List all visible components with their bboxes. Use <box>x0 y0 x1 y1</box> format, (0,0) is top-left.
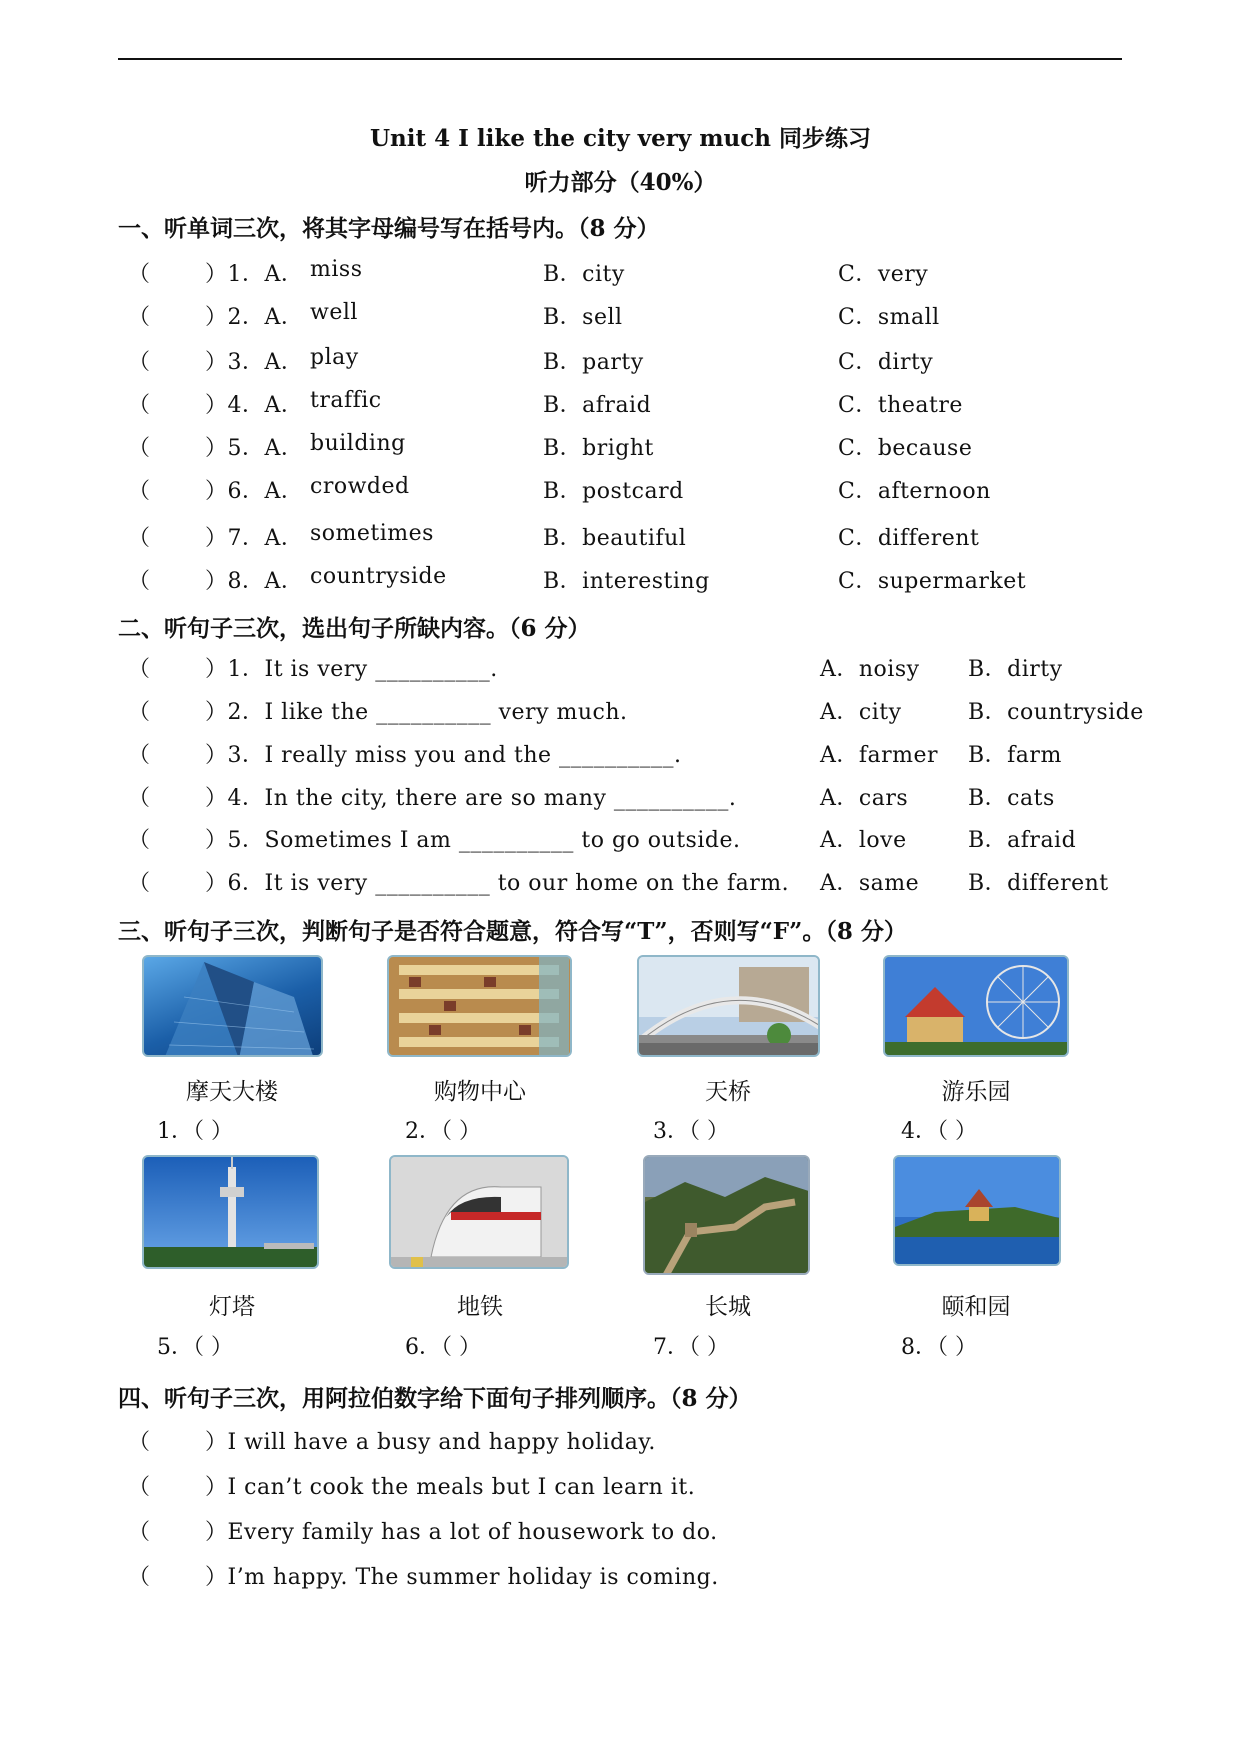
answer-bracket[interactable]: （ <box>128 479 151 504</box>
answer-blank-7[interactable]: 7．（ ） <box>653 1335 729 1360</box>
picture-caption: 颐和园 <box>941 1294 1011 1320</box>
summer-palace-picture <box>893 1155 1061 1266</box>
option-a: crowded <box>310 474 410 499</box>
option-b: B．beautiful <box>543 526 687 551</box>
option-b: B．bright <box>543 436 654 461</box>
option-a: traffic <box>310 388 382 413</box>
option-a: play <box>310 345 359 370</box>
picture-caption: 长城 <box>705 1294 751 1320</box>
option-b: B．farm <box>968 743 1062 768</box>
option-c: C．different <box>838 526 980 551</box>
answer-bracket[interactable]: （ <box>128 786 151 811</box>
option-b: B．countryside <box>968 700 1144 725</box>
answer-bracket[interactable]: （ <box>128 743 151 768</box>
option-a: A．love <box>820 828 907 853</box>
option-b: B．sell <box>543 305 623 330</box>
great-wall-picture <box>643 1155 810 1275</box>
option-c: C．very <box>838 262 929 287</box>
skyscraper-picture <box>142 955 323 1057</box>
amusement-park-picture <box>883 955 1069 1057</box>
question-sentence: ）3．I really miss you and the __________. <box>205 743 682 768</box>
answer-bracket[interactable]: （ <box>128 700 151 725</box>
answer-bracket[interactable]: （ <box>128 1520 151 1545</box>
answer-bracket[interactable]: （ <box>128 436 151 461</box>
option-a: A．noisy <box>820 657 920 682</box>
answer-bracket[interactable]: （ <box>128 1430 151 1455</box>
option-b: B．interesting <box>543 569 710 594</box>
option-c: C．theatre <box>838 393 963 418</box>
section-3-heading: 三、听句子三次，判断句子是否符合题意，符合写“T”，否则写“F”。（8 分） <box>118 918 907 945</box>
option-b: B．city <box>543 262 625 287</box>
question-sentence: ）1．It is very __________. <box>205 657 498 682</box>
answer-blank-5[interactable]: 5．（ ） <box>157 1335 233 1360</box>
option-c: C．afternoon <box>838 479 991 504</box>
option-a: building <box>310 431 406 456</box>
option-a: well <box>310 300 358 325</box>
tower-picture <box>142 1155 319 1269</box>
question-sentence: ）6．It is very __________ to our home on the farm. <box>205 871 790 896</box>
picture-caption: 摩天大楼 <box>186 1079 278 1105</box>
answer-bracket[interactable]: （ <box>128 871 151 896</box>
option-b: B．afraid <box>543 393 652 418</box>
answer-blank-1[interactable]: 1．（ ） <box>157 1119 233 1144</box>
picture-caption: 天桥 <box>705 1079 751 1105</box>
option-b: B．dirty <box>968 657 1063 682</box>
picture-caption: 地铁 <box>457 1294 503 1320</box>
question-number: ）1．A． <box>205 262 304 287</box>
overpass-picture <box>637 955 820 1057</box>
answer-bracket[interactable]: （ <box>128 526 151 551</box>
question-sentence: ）2．I like the __________ very much. <box>205 700 628 725</box>
option-a: miss <box>310 257 363 282</box>
option-c: C．supermarket <box>838 569 1027 594</box>
question-number: ）8．A． <box>205 569 304 594</box>
option-b: B．different <box>968 871 1109 896</box>
option-a: countryside <box>310 564 447 589</box>
option-a: sometimes <box>310 521 434 546</box>
answer-blank-4[interactable]: 4．（ ） <box>901 1119 977 1144</box>
option-c: C．dirty <box>838 350 934 375</box>
option-a: A．same <box>820 871 920 896</box>
question-sentence: ）4．In the city, there are so many __________. <box>205 786 737 811</box>
section-1-heading: 一、听单词三次，将其字母编号写在括号内。（8 分） <box>118 215 660 242</box>
option-a: A．farmer <box>820 743 939 768</box>
picture-caption: 游乐园 <box>941 1079 1011 1105</box>
picture-caption: 购物中心 <box>434 1079 526 1105</box>
answer-bracket[interactable]: （ <box>128 828 151 853</box>
option-c: C．small <box>838 305 940 330</box>
answer-bracket[interactable]: （ <box>128 350 151 375</box>
option-b: B．cats <box>968 786 1055 811</box>
option-b: B．party <box>543 350 644 375</box>
option-b: B．afraid <box>968 828 1077 853</box>
page-subtitle: 听力部分（40%） <box>524 169 717 196</box>
option-c: C．because <box>838 436 973 461</box>
question-number: ）5．A． <box>205 436 304 461</box>
question-sentence: ）5．Sometimes I am __________ to go outside. <box>205 828 741 853</box>
answer-bracket[interactable]: （ <box>128 569 151 594</box>
answer-bracket[interactable]: （ <box>128 1475 151 1500</box>
question-number: ）7．A． <box>205 526 304 551</box>
section-2-heading: 二、听句子三次，选出句子所缺内容。（6 分） <box>118 615 591 642</box>
header-rule <box>118 58 1122 60</box>
answer-blank-6[interactable]: 6．（ ） <box>405 1335 481 1360</box>
subway-picture <box>389 1155 569 1269</box>
answer-bracket[interactable]: （ <box>128 393 151 418</box>
question-number: ）2．A． <box>205 305 304 330</box>
ordering-sentence: ）I can’t cook the meals but I can learn it. <box>205 1475 696 1500</box>
answer-bracket[interactable]: （ <box>128 1565 151 1590</box>
answer-blank-2[interactable]: 2．（ ） <box>405 1119 481 1144</box>
ordering-sentence: ）I will have a busy and happy holiday. <box>205 1430 656 1455</box>
option-a: A．city <box>820 700 902 725</box>
option-b: B．postcard <box>543 479 684 504</box>
answer-bracket[interactable]: （ <box>128 262 151 287</box>
page-title: Unit 4 I like the city very much 同步练习 <box>370 125 871 152</box>
picture-caption: 灯塔 <box>209 1294 255 1320</box>
question-number: ）3．A． <box>205 350 304 375</box>
answer-blank-8[interactable]: 8．（ ） <box>901 1335 977 1360</box>
ordering-sentence: ）I’m happy. The summer holiday is coming. <box>205 1565 719 1590</box>
ordering-sentence: ）Every family has a lot of housework to do. <box>205 1520 718 1545</box>
question-number: ）6．A． <box>205 479 304 504</box>
answer-bracket[interactable]: （ <box>128 657 151 682</box>
answer-blank-3[interactable]: 3．（ ） <box>653 1119 729 1144</box>
question-number: ）4．A． <box>205 393 304 418</box>
shopping-mall-picture <box>387 955 572 1057</box>
answer-bracket[interactable]: （ <box>128 305 151 330</box>
section-4-heading: 四、听句子三次，用阿拉伯数字给下面句子排列顺序。（8 分） <box>118 1385 752 1412</box>
option-a: A．cars <box>820 786 909 811</box>
